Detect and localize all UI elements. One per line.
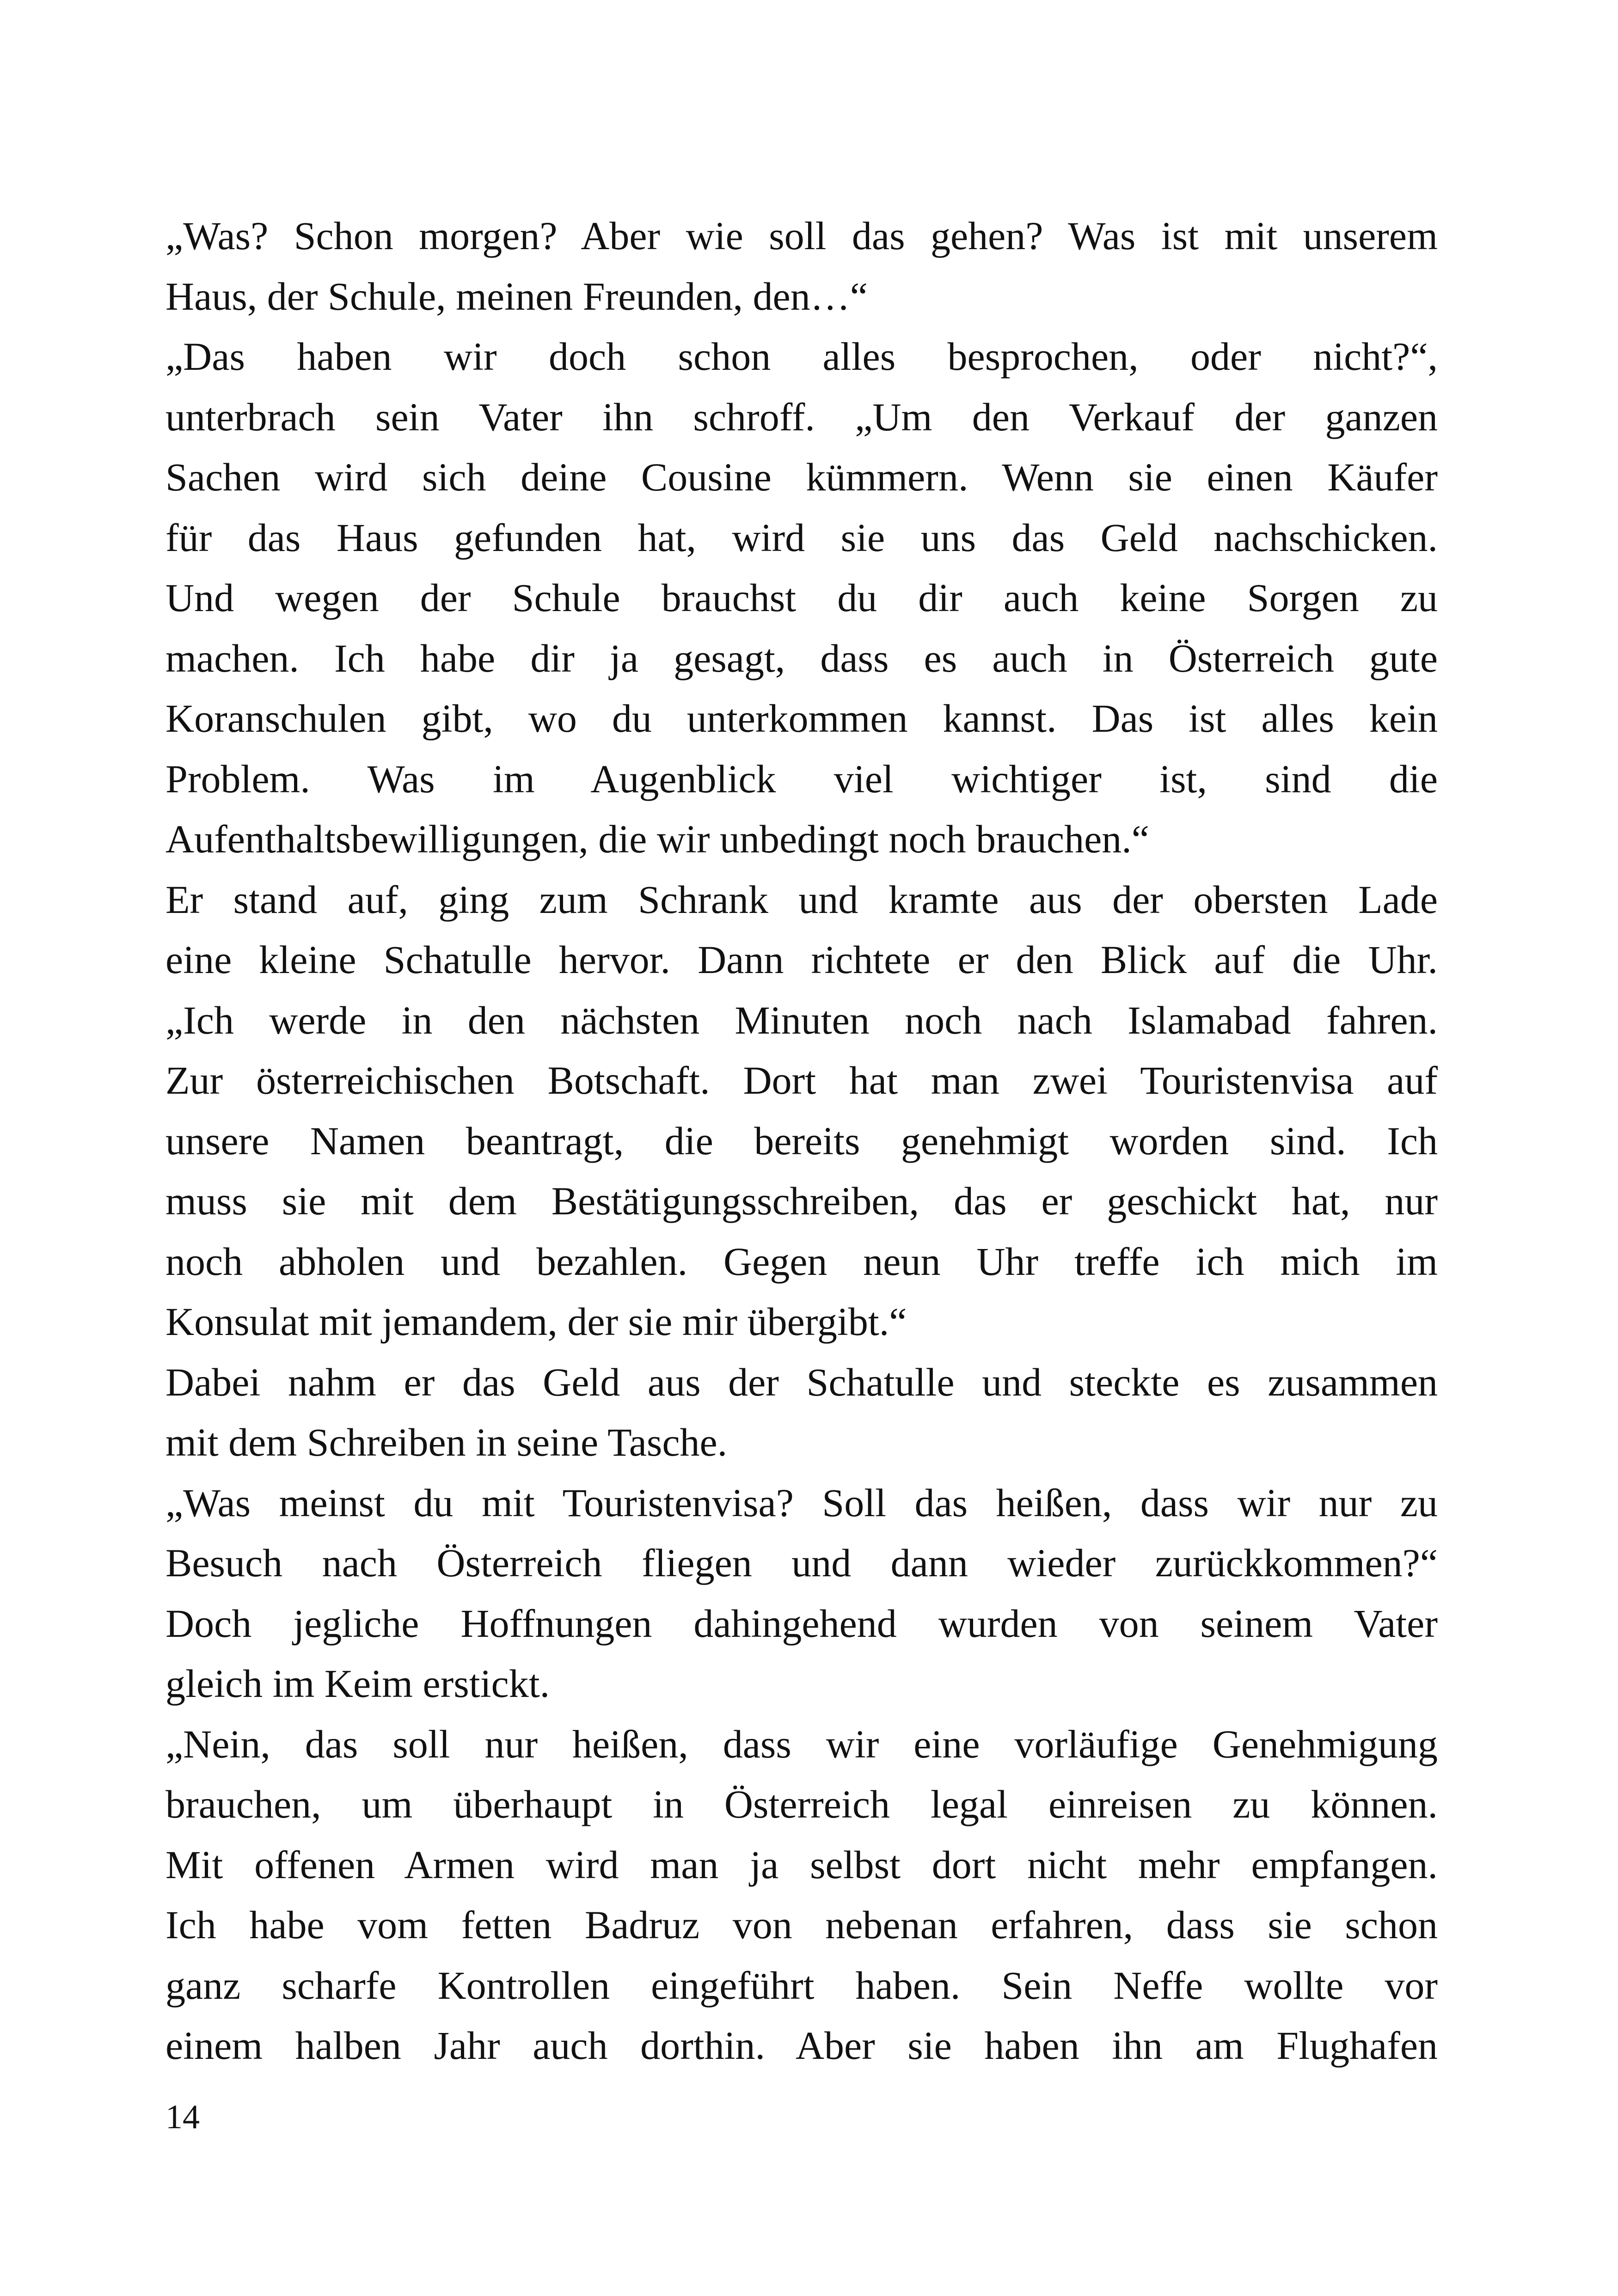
- body-text: [165, 206, 1438, 2076]
- text-line: Zur österreichischen Botschaft. Dort hat man zwei Touristenvisa auf: [165, 1058, 1438, 1102]
- text-line: Dabei nahm er das Geld aus der Schatulle und steckte es zusammen: [165, 1359, 1438, 1404]
- text-line: Aufenthaltsbewilligungen, die wir unbedingt noch brauchen.“: [165, 817, 1149, 861]
- text-line: für das Haus gefunden hat, wird sie uns das Geld nachschicken.: [165, 515, 1438, 560]
- text-line: Sachen wird sich deine Cousine kümmern. Wenn sie einen Käufer: [165, 455, 1438, 499]
- text-line: „Was? Schon morgen? Aber wie soll das gehen? Was ist mit unserem: [165, 214, 1438, 258]
- text-line: Problem. Was im Augenblick viel wichtiger ist, sind die: [165, 756, 1438, 801]
- text-line: Mit offenen Armen wird man ja selbst dort nicht mehr empfangen.: [165, 1842, 1438, 1887]
- text-line: unsere Namen beantragt, die bereits genehmigt worden sind. Ich: [165, 1118, 1438, 1163]
- text-line: Besuch nach Österreich fliegen und dann wieder zurückkommen?“: [165, 1541, 1438, 1585]
- text-line: muss sie mit dem Bestätigungsschreiben, das er geschickt hat, nur: [165, 1179, 1438, 1223]
- text-line: einem halben Jahr auch dorthin. Aber sie haben ihn am Flughafen: [165, 2023, 1438, 2068]
- text-line: Haus, der Schule, meinen Freunden, den…“: [165, 274, 868, 318]
- text-line: unterbrach sein Vater ihn schroff. „Um den Verkauf der ganzen: [165, 394, 1438, 439]
- text-line: Er stand auf, ging zum Schrank und kramte aus der obersten Lade: [165, 877, 1438, 922]
- text-line: noch abholen und bezahlen. Gegen neun Uhr treffe ich mich im: [165, 1239, 1438, 1284]
- text-line: gleich im Keim erstickt.: [165, 1661, 550, 1706]
- text-line: Koranschulen gibt, wo du unterkommen kannst. Das ist alles kein: [165, 696, 1438, 741]
- text-line: brauchen, um überhaupt in Österreich legal einreisen zu können.: [165, 1782, 1438, 1826]
- text-line: Ich habe vom fetten Badruz von nebenan erfahren, dass sie schon: [165, 1903, 1438, 1947]
- text-line: „Was meinst du mit Touristenvisa? Soll das heißen, dass wir nur zu: [165, 1480, 1438, 1525]
- text-line: eine kleine Schatulle hervor. Dann richtete er den Blick auf die Uhr.: [165, 937, 1438, 982]
- text-line: Doch jegliche Hoffnungen dahingehend wurden von seinem Vater: [165, 1601, 1438, 1646]
- page-number: 14: [165, 2098, 200, 2136]
- text-line: ganz scharfe Kontrollen eingeführt haben. Sein Neffe wollte vor: [165, 1963, 1438, 2008]
- text-line: Und wegen der Schule brauchst du dir auch keine Sorgen zu: [165, 576, 1438, 620]
- text-line: „Das haben wir doch schon alles besprochen, oder nicht?“,: [165, 334, 1438, 379]
- text-line: „Nein, das soll nur heißen, dass wir eine vorläufige Genehmigung: [165, 1721, 1438, 1766]
- text-line: machen. Ich habe dir ja gesagt, dass es auch in Österreich gute: [165, 636, 1438, 680]
- text-line: „Ich werde in den nächsten Minuten noch nach Islamabad fahren.: [165, 998, 1438, 1042]
- text-line: mit dem Schreiben in seine Tasche.: [165, 1420, 728, 1464]
- text-line: Konsulat mit jemandem, der sie mir übergibt.“: [165, 1299, 907, 1344]
